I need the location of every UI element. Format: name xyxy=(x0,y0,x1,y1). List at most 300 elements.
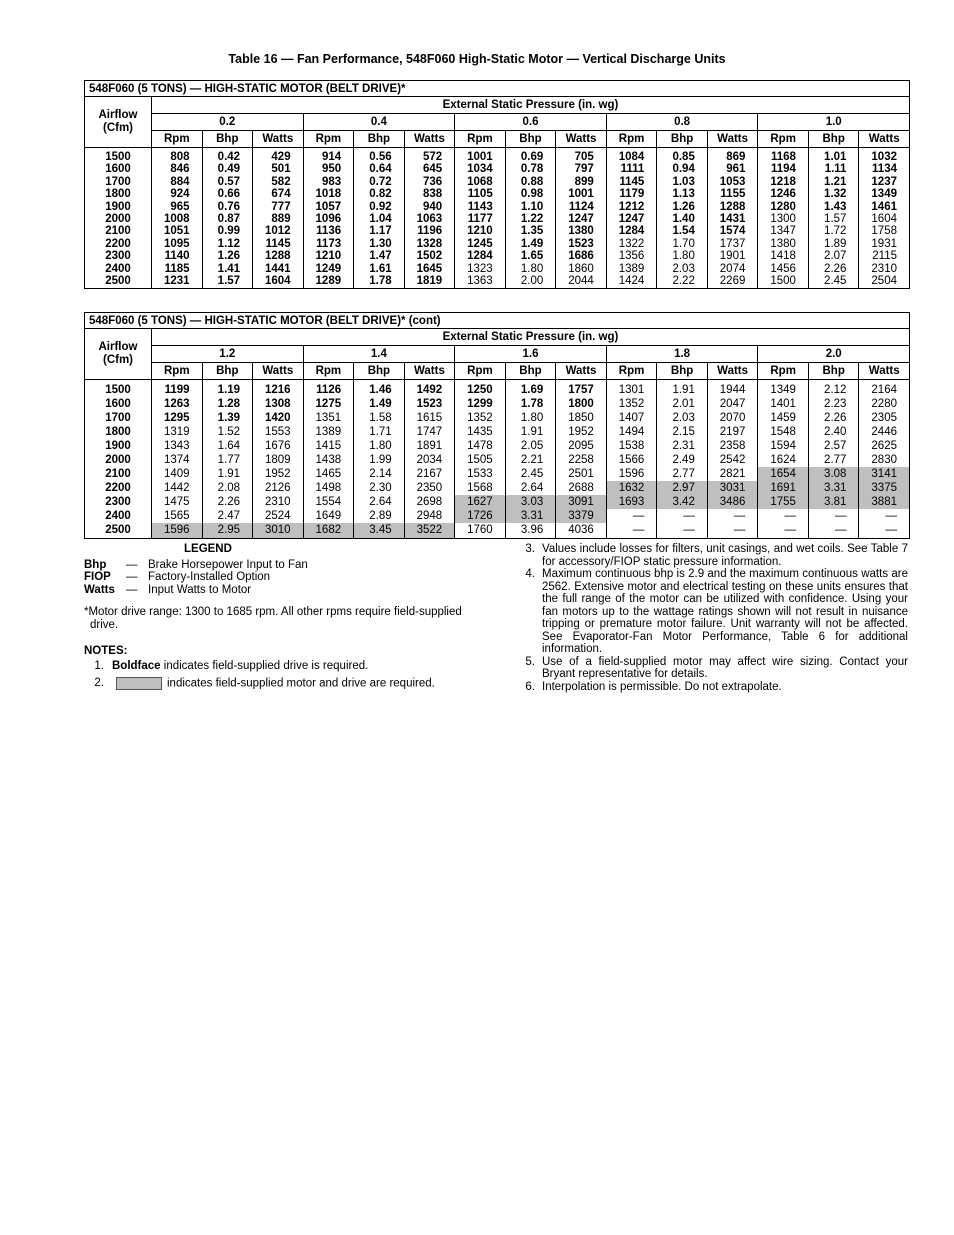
column-header: Watts xyxy=(556,131,607,148)
column-header: Rpm xyxy=(455,363,506,380)
table-cell: 1615 xyxy=(404,411,455,425)
table-cell: 1523 xyxy=(556,238,607,250)
table-cell: 914 xyxy=(303,148,354,164)
table-cell: 1140 xyxy=(152,250,203,262)
table-cell: 736 xyxy=(404,176,455,188)
table-cell: 1442 xyxy=(152,481,203,495)
table-cell: 3522 xyxy=(404,523,455,539)
table-cell: — xyxy=(707,509,758,523)
table-cell: 1456 xyxy=(758,263,809,275)
column-header: Bhp xyxy=(202,131,253,148)
table-cell: 1300 xyxy=(758,213,809,225)
legend-desc: Input Watts to Motor xyxy=(148,583,252,596)
table-cell: 1.21 xyxy=(808,176,859,188)
table-cell: 0.78 xyxy=(505,163,556,175)
table-cell: 797 xyxy=(556,163,607,175)
table-caption: 548F060 (5 TONS) — HIGH-STATIC MOTOR (BELT DRIVE)* (cont) xyxy=(85,313,910,329)
table-cell: 1.71 xyxy=(354,425,405,439)
note-text: Maximum continuous bhp is 2.9 and the maximum continuous watts are 2562. Extensive motor and electrical testing on these units ensures that the full range of the motor can be utilized with confidence. Using your fan motors up to the wattage ratings shown will not result in nuisance tripping or premature motor failure. Unit warranty will not be affected. See Evaporator-Fan Motor Performance, Table 6 for additional information. xyxy=(542,568,908,655)
table-cell: 2.64 xyxy=(505,481,556,495)
table-cell: 2.23 xyxy=(808,397,859,411)
shade-swatch xyxy=(116,677,162,690)
table-cell: 572 xyxy=(404,148,455,164)
table-cell: 2126 xyxy=(253,481,304,495)
table-cell: 3141 xyxy=(859,467,910,481)
airflow-cell: 1500 xyxy=(85,380,152,398)
table-cell: 0.82 xyxy=(354,188,405,200)
table-cell: 2074 xyxy=(707,263,758,275)
table-cell: 1459 xyxy=(758,411,809,425)
motor-drive-note: *Motor drive range: 1300 to 1685 rpm. All other rpms require field-supplied drive. xyxy=(84,606,462,631)
table-cell: 1063 xyxy=(404,213,455,225)
table-cell: 1289 xyxy=(303,275,354,289)
table-cell: 1.78 xyxy=(354,275,405,289)
table-cell: 2310 xyxy=(871,262,897,275)
table-cell: 1.41 xyxy=(202,263,253,275)
table-cell: 1389 xyxy=(606,263,657,275)
table-cell: 3.42 xyxy=(657,495,708,509)
table-cell: 1755 xyxy=(758,495,809,509)
airflow-label: Airflow xyxy=(98,341,138,353)
table-cell: 1931 xyxy=(871,237,897,250)
table-cell: 3.45 xyxy=(354,523,405,539)
table-cell: 846 xyxy=(152,163,203,175)
table-cell: 0.72 xyxy=(354,176,405,188)
pressure-header: 2.0 xyxy=(758,346,910,363)
table-cell: 2269 xyxy=(707,275,758,289)
table-cell: 2.26 xyxy=(808,263,859,275)
table-cell: — xyxy=(707,523,758,539)
table-row xyxy=(85,495,910,509)
note-number: 4. xyxy=(525,568,535,580)
table-cell: 2.07 xyxy=(808,250,859,262)
table-cell: 2524 xyxy=(253,509,304,523)
table-cell: 2164 xyxy=(871,384,897,396)
table-cell: 1177 xyxy=(455,213,506,225)
table-cell: 1.40 xyxy=(657,213,708,225)
table-cell: 1352 xyxy=(606,397,657,411)
table-cell: 889 xyxy=(253,213,304,225)
airflow-cell: 2400 xyxy=(85,509,152,523)
table-cell: 2.40 xyxy=(808,425,859,439)
column-header: Bhp xyxy=(202,363,253,380)
column-header: Watts xyxy=(404,363,455,380)
table-cell: 1691 xyxy=(758,481,809,495)
table-cell: 3031 xyxy=(707,481,758,495)
table-cell: 1008 xyxy=(152,213,203,225)
table-cell: — xyxy=(885,524,897,536)
table-cell: 2.45 xyxy=(505,467,556,481)
table-cell: 1245 xyxy=(455,238,506,250)
table-cell: 1.70 xyxy=(657,238,708,250)
table-cell: 0.94 xyxy=(657,163,708,175)
table-cell: 1409 xyxy=(152,467,203,481)
table-cell: 2.08 xyxy=(202,481,253,495)
note-bold-word: Boldface xyxy=(112,659,161,672)
table-cell: 1173 xyxy=(303,238,354,250)
legend-dash: — xyxy=(126,571,138,583)
note-2 xyxy=(84,677,504,690)
table-cell: 1111 xyxy=(606,163,657,175)
table-cell: 838 xyxy=(404,188,455,200)
table-cell: 705 xyxy=(556,148,607,164)
table-cell: 2310 xyxy=(253,495,304,509)
table-cell: 869 xyxy=(707,148,758,164)
table-cell: 1.49 xyxy=(505,238,556,250)
table-cell: 2.12 xyxy=(808,380,859,398)
table-cell: 1523 xyxy=(404,397,455,411)
table-row xyxy=(85,176,910,188)
table-cell: 1431 xyxy=(707,213,758,225)
pressure-header: 1.4 xyxy=(303,346,455,363)
table-cell: 1145 xyxy=(253,238,304,250)
table-cell: 1.49 xyxy=(354,397,405,411)
airflow-cell: 2300 xyxy=(85,495,152,509)
column-header: Rpm xyxy=(606,363,657,380)
table-cell: 1343 xyxy=(152,439,203,453)
column-header: Rpm xyxy=(152,363,203,380)
table-cell: 1502 xyxy=(404,250,455,262)
table-cell: 1247 xyxy=(556,213,607,225)
airflow-cell: 1900 xyxy=(85,201,152,213)
airflow-cell: 1600 xyxy=(85,163,152,175)
table-cell: 1594 xyxy=(758,439,809,453)
table-cell: 2.00 xyxy=(505,275,556,289)
table-cell: 645 xyxy=(404,163,455,175)
table-cell: 2.95 xyxy=(202,523,253,539)
note-text: indicates field-supplied drive is required. xyxy=(160,659,369,672)
table-cell: 1.30 xyxy=(354,238,405,250)
column-header: Bhp xyxy=(505,363,556,380)
table-cell: 2821 xyxy=(707,467,758,481)
table-cell: 1095 xyxy=(152,238,203,250)
table-cell: 1124 xyxy=(556,201,607,213)
table-cell: 2.97 xyxy=(657,481,708,495)
pressure-header: 1.8 xyxy=(606,346,758,363)
table-cell: 0.57 xyxy=(202,176,253,188)
column-header: Bhp xyxy=(808,363,859,380)
airflow-cell: 2500 xyxy=(85,523,152,539)
airflow-cell: 1600 xyxy=(85,397,152,411)
table-cell: 1860 xyxy=(556,263,607,275)
table-cell: 1676 xyxy=(253,439,304,453)
table-cell: 1.64 xyxy=(202,439,253,453)
table-cell: 2350 xyxy=(404,481,455,495)
table-row xyxy=(85,250,910,262)
table-cell: 2504 xyxy=(871,275,897,288)
table-cell: 1196 xyxy=(404,225,455,237)
table-cell: 1136 xyxy=(303,225,354,237)
table-cell: 2542 xyxy=(707,453,758,467)
table-cell: 1199 xyxy=(152,380,203,398)
legend-dash: — xyxy=(126,583,138,596)
airflow-cell: 1800 xyxy=(85,425,152,439)
table-row xyxy=(85,467,910,481)
table-cell: — xyxy=(885,510,897,522)
table-cell: 1492 xyxy=(404,380,455,398)
table-cell: 1126 xyxy=(303,380,354,398)
table-cell: 1500 xyxy=(758,275,809,289)
table-cell: 0.66 xyxy=(202,188,253,200)
table-cell: 1349 xyxy=(758,380,809,398)
table-cell: 1322 xyxy=(606,238,657,250)
table-cell: 1347 xyxy=(758,225,809,237)
table-cell: 1809 xyxy=(253,453,304,467)
table-cell: 3.08 xyxy=(808,467,859,481)
airflow-unit: (Cfm) xyxy=(102,122,134,134)
table-cell: 1389 xyxy=(303,425,354,439)
table-cell: 1505 xyxy=(455,453,506,467)
table-cell: 1407 xyxy=(606,411,657,425)
table-cell: 2.14 xyxy=(354,467,405,481)
table-cell: 3010 xyxy=(253,523,304,539)
column-header: Bhp xyxy=(657,363,708,380)
table-cell: 1498 xyxy=(303,481,354,495)
table-cell: 1250 xyxy=(455,380,506,398)
airflow-cell: 1800 xyxy=(85,188,152,200)
table-cell: 1819 xyxy=(404,275,455,289)
airflow-cell: 1500 xyxy=(85,148,152,164)
table-cell: 1308 xyxy=(253,397,304,411)
table-cell: 1.17 xyxy=(354,225,405,237)
table-cell: 1155 xyxy=(707,188,758,200)
note-text: indicates field-supplied motor and drive are required. xyxy=(167,677,435,690)
table-cell: 1231 xyxy=(152,275,203,289)
table-cell: 1374 xyxy=(152,453,203,467)
table-cell: 2.03 xyxy=(657,263,708,275)
table-cell: 2258 xyxy=(556,453,607,467)
table-cell: 1053 xyxy=(707,176,758,188)
table-cell: 0.88 xyxy=(505,176,556,188)
pressure-header: 0.6 xyxy=(455,114,607,131)
table-cell: 1952 xyxy=(253,467,304,481)
airflow-cell: 2300 xyxy=(85,250,152,262)
airflow-cell: 2100 xyxy=(85,467,152,481)
note-number: 3. xyxy=(525,543,535,555)
table-cell: 2.57 xyxy=(808,439,859,453)
note-text: Values include losses for filters, unit casings, and wet coils. See Table 7 for accessory/FIOP static pressure information. xyxy=(542,543,908,568)
table-caption: 548F060 (5 TONS) — HIGH-STATIC MOTOR (BELT DRIVE)* xyxy=(85,81,910,97)
table-cell: 1850 xyxy=(556,411,607,425)
airflow-cell: 2000 xyxy=(85,213,152,225)
table-cell: 1.26 xyxy=(657,201,708,213)
table-row xyxy=(85,439,910,453)
table-cell: 1.89 xyxy=(808,238,859,250)
notes-right xyxy=(514,543,908,693)
airflow-unit: (Cfm) xyxy=(102,354,134,366)
table-cell: 1034 xyxy=(455,163,506,175)
table-cell: 0.99 xyxy=(202,225,253,237)
table-cell: 1.39 xyxy=(202,411,253,425)
table-cell: 1247 xyxy=(606,213,657,225)
table-cell: — xyxy=(657,509,708,523)
table-cell: 1105 xyxy=(455,188,506,200)
table-cell: 940 xyxy=(404,201,455,213)
table-cell: 1944 xyxy=(707,380,758,398)
legend-abbr: Bhp xyxy=(84,558,107,571)
table-cell: 1533 xyxy=(455,467,506,481)
table-cell: 1.22 xyxy=(505,213,556,225)
table-cell: 1194 xyxy=(758,163,809,175)
airflow-cell: 2500 xyxy=(85,275,152,289)
table-row xyxy=(85,225,910,237)
table-cell: 1461 xyxy=(871,200,897,213)
table-cell: 950 xyxy=(303,163,354,175)
table-cell: 1301 xyxy=(606,380,657,398)
table-cell: 1001 xyxy=(556,188,607,200)
table-cell: 1627 xyxy=(455,495,506,509)
table-cell: 1.01 xyxy=(808,148,859,164)
table-cell: 2688 xyxy=(556,481,607,495)
table-cell: 1478 xyxy=(455,439,506,453)
table-row xyxy=(85,188,910,200)
table-cell: 1216 xyxy=(253,380,304,398)
table-cell: 2047 xyxy=(707,397,758,411)
table-cell: 2.31 xyxy=(657,439,708,453)
column-header: Bhp xyxy=(657,131,708,148)
table-cell: 1.57 xyxy=(808,213,859,225)
fan-table-1 xyxy=(84,80,910,289)
table-cell: 1.99 xyxy=(354,453,405,467)
table-cell: 1760 xyxy=(455,523,506,539)
table-cell: 1757 xyxy=(556,380,607,398)
table-cell: 2280 xyxy=(871,398,897,410)
table-cell: — xyxy=(606,523,657,539)
table-cell: 1632 xyxy=(606,481,657,495)
table-cell: 0.92 xyxy=(354,201,405,213)
table-cell: 1.61 xyxy=(354,263,405,275)
table-cell: 3.03 xyxy=(505,495,556,509)
table-cell: 1538 xyxy=(606,439,657,453)
table-cell: 1.47 xyxy=(354,250,405,262)
airflow-cell: 2000 xyxy=(85,453,152,467)
table-cell: 1212 xyxy=(606,201,657,213)
column-header: Watts xyxy=(859,131,910,148)
table-cell: 1548 xyxy=(758,425,809,439)
table-cell: 965 xyxy=(152,201,203,213)
note-text: Use of a field-supplied motor may affect wire sizing. Contact your Bryant representative for details. xyxy=(542,655,908,680)
table-row xyxy=(85,453,910,467)
table-cell: 1.46 xyxy=(354,380,405,398)
table-cell: 1737 xyxy=(707,238,758,250)
table-cell: 1654 xyxy=(758,467,809,481)
table-cell: 983 xyxy=(303,176,354,188)
column-header: Bhp xyxy=(354,363,405,380)
table-cell: 1134 xyxy=(872,163,897,176)
table-cell: 1.11 xyxy=(808,163,859,175)
table-cell: 1280 xyxy=(758,201,809,213)
table-cell: 1.28 xyxy=(202,397,253,411)
table-cell: 1800 xyxy=(556,397,607,411)
table-cell: 1051 xyxy=(152,225,203,237)
table-cell: 1.80 xyxy=(505,411,556,425)
column-header: Bhp xyxy=(505,131,556,148)
notes-title: NOTES: xyxy=(84,645,128,657)
table-cell: 1.78 xyxy=(505,397,556,411)
legend-abbr: Watts xyxy=(84,583,115,596)
note-number: 1. xyxy=(94,659,104,672)
table-cell: 2.47 xyxy=(202,509,253,523)
table-cell: 1604 xyxy=(871,213,897,226)
fan-table-2 xyxy=(84,312,910,539)
column-header: Rpm xyxy=(758,363,809,380)
table-cell: 429 xyxy=(253,148,304,164)
table-cell: 1.52 xyxy=(202,425,253,439)
table-row xyxy=(85,163,910,175)
table-row xyxy=(85,523,910,539)
table-cell: 4036 xyxy=(556,523,607,539)
table-cell: 1475 xyxy=(152,495,203,509)
table-cell: 1143 xyxy=(455,201,506,213)
airflow-cell: 2400 xyxy=(85,263,152,275)
table-cell: 1210 xyxy=(455,225,506,237)
table-cell: 2.26 xyxy=(808,411,859,425)
table-cell: 1323 xyxy=(455,263,506,275)
table-cell: 1401 xyxy=(758,397,809,411)
table-cell: 1693 xyxy=(606,495,657,509)
pressure-header: 0.2 xyxy=(152,114,304,131)
table-cell: — xyxy=(758,509,809,523)
table-cell: 1295 xyxy=(152,411,203,425)
table-cell: 2.49 xyxy=(657,453,708,467)
table-cell: 1.10 xyxy=(505,201,556,213)
table-cell: 1574 xyxy=(707,225,758,237)
table-cell: 1.58 xyxy=(354,411,405,425)
table-cell: 1356 xyxy=(606,250,657,262)
table-cell: 1.54 xyxy=(657,225,708,237)
table-cell: 2.01 xyxy=(657,397,708,411)
table-cell: 0.87 xyxy=(202,213,253,225)
table-cell: 0.98 xyxy=(505,188,556,200)
table-cell: 1.43 xyxy=(808,201,859,213)
table-cell: 1.13 xyxy=(657,188,708,200)
table-cell: 1.69 xyxy=(505,380,556,398)
column-header: Rpm xyxy=(303,363,354,380)
column-header: Watts xyxy=(556,363,607,380)
table-cell: 0.76 xyxy=(202,201,253,213)
column-header: Watts xyxy=(253,363,304,380)
table-cell: 1415 xyxy=(303,439,354,453)
table-cell: 1.91 xyxy=(202,467,253,481)
table-cell: 1210 xyxy=(303,250,354,262)
table-row xyxy=(85,275,910,289)
table-cell: 1018 xyxy=(303,188,354,200)
table-cell: 2197 xyxy=(707,425,758,439)
table-cell: 1380 xyxy=(758,238,809,250)
table-cell: 2358 xyxy=(707,439,758,453)
table-cell: 2625 xyxy=(871,440,897,452)
table-cell: 1747 xyxy=(404,425,455,439)
table-cell: 3881 xyxy=(859,495,910,509)
table-cell: 1596 xyxy=(606,467,657,481)
table-cell: — xyxy=(758,523,809,539)
table-cell: 884 xyxy=(152,176,203,188)
table-cell: 1349 xyxy=(871,188,897,201)
table-cell: 1726 xyxy=(455,509,506,523)
table-cell: 1237 xyxy=(871,175,897,188)
airflow-cell: 2200 xyxy=(85,238,152,250)
table-row xyxy=(85,425,910,439)
table-cell: 1218 xyxy=(758,176,809,188)
table-cell: 1.32 xyxy=(808,188,859,200)
table-cell: 2115 xyxy=(872,250,897,263)
table-cell: 1.80 xyxy=(505,263,556,275)
table-cell: 1012 xyxy=(253,225,304,237)
airflow-cell: 1700 xyxy=(85,176,152,188)
table-cell: 777 xyxy=(253,201,304,213)
table-cell: 1686 xyxy=(556,250,607,262)
legend-desc: Factory-Installed Option xyxy=(148,571,271,583)
